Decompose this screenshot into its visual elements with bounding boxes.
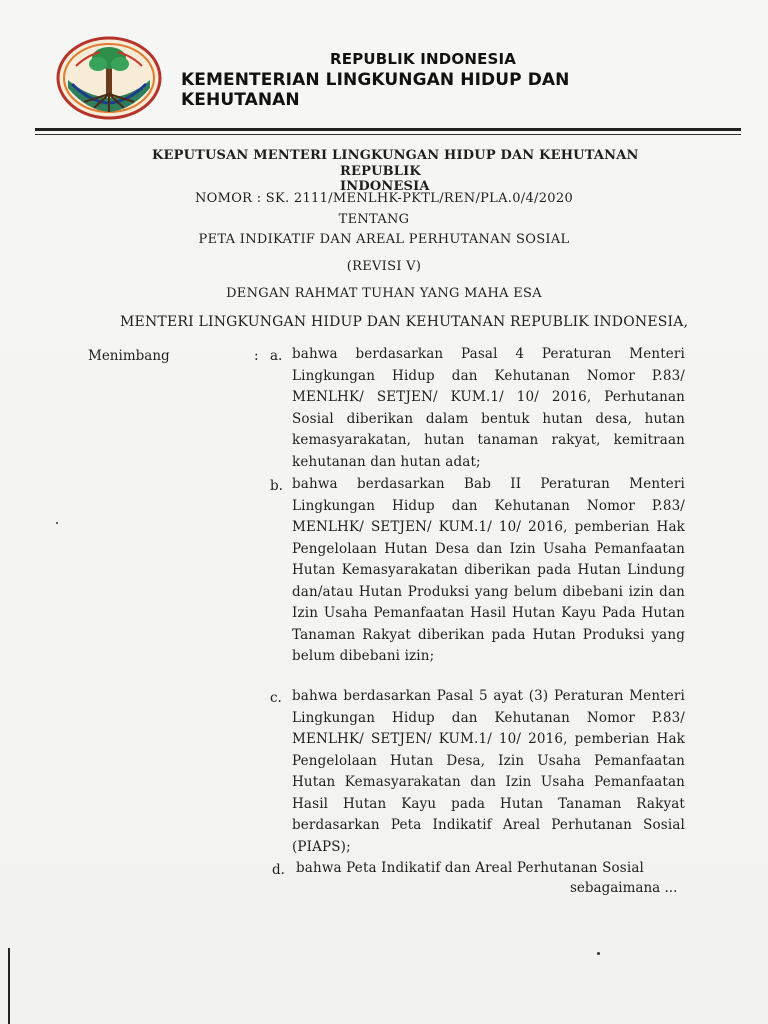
decree-authority: MENTERI LINGKUNGAN HIDUP DAN KEHUTANAN REPUBLIK INDONESIA, bbox=[120, 314, 689, 330]
consideration-letter-a: a. bbox=[270, 348, 283, 364]
decree-title-line1: KEPUTUSAN MENTERI LINGKUNGAN HIDUP DAN KEHUTANAN bbox=[152, 148, 639, 163]
consideration-letter-c: c. bbox=[270, 690, 282, 706]
decree-number: NOMOR : SK. 2111/MENLHK-PKTL/REN/PLA.0/4/2020 bbox=[194, 191, 574, 206]
decree-title-line2: REPUBLIK INDONESIA bbox=[340, 164, 430, 194]
consideration-letter-d: d. bbox=[272, 862, 285, 878]
consideration-text-d: bahwa Peta Indikatif dan Areal Perhutanan Sosial bbox=[296, 860, 644, 876]
ministry-tree-emblem-icon bbox=[56, 36, 162, 120]
consideration-letter-b: b. bbox=[270, 478, 283, 494]
page-continuation: sebagaimana ... bbox=[570, 880, 678, 896]
menimbang-label: Menimbang bbox=[88, 348, 170, 364]
decree-subject: PETA INDIKATIF DAN AREAL PERHUTANAN SOSIAL bbox=[198, 232, 570, 247]
decree-tentang: TENTANG bbox=[338, 212, 410, 227]
scan-edge-mark bbox=[8, 948, 10, 1024]
menimbang-colon: : bbox=[254, 348, 259, 364]
scan-speck bbox=[56, 522, 58, 524]
consideration-text-c: bahwa berdasarkan Pasal 5 ayat (3) Peraturan Menteri Lingkungan Hidup dan Kehutanan Nomor P.83/ MENLHK/ SETJEN/ KUM.1/ 10/ 2016, pemberian Hak Pengelolaan Hutan Desa, Izin Usaha Pemanfaatan Hutan Kemasyarakatan dan Izin Usaha Pemanfaatan Hasil Hutan Kayu pada Hutan Tanaman Rakyat berdasarkan Peta Indikatif Areal Perhutanan Sosial (PIAPS); bbox=[292, 688, 685, 855]
header-ministry: KEMENTERIAN LINGKUNGAN HIDUP DAN KEHUTANAN bbox=[181, 70, 570, 110]
decree-invocation: DENGAN RAHMAT TUHAN YANG MAHA ESA bbox=[226, 286, 542, 301]
header-divider-thin bbox=[35, 134, 741, 135]
consideration-text-b: bahwa berdasarkan Bab II Peraturan Menteri Lingkungan Hidup dan Kehutanan Nomor P.83/ MENLHK/ SETJEN/ KUM.1/ 10/ 2016, pemberian Hak Pengelolaan Hutan Desa dan Izin Usaha Pemanfaatan Hutan Kemasyarakatan diberikan pada Hutan Lindung dan/atau Hutan Produksi yang belum dibebani izin dan Izin Usaha Pemanfaatan Hasil Hutan Kayu Pada Hutan Tanaman Rakyat diberikan pada Hutan Produksi yang belum dibebani izin; bbox=[292, 476, 685, 664]
consideration-text-a: bahwa berdasarkan Pasal 4 Peraturan Menteri Lingkungan Hidup dan Kehutanan Nomor P.83/ MENLHK/ SETJEN/ KUM.1/ 10/ 2016, Perhutanan Sosial diberikan dalam bentuk hutan desa, hutan kemasyarakatan, hutan tanaman rakyat, kemitraan kehutanan dan hutan adat; bbox=[292, 346, 685, 470]
decree-revision: (REVISI V) bbox=[346, 259, 422, 274]
header-country: REPUBLIK INDONESIA bbox=[330, 50, 517, 68]
scan-speck bbox=[597, 952, 600, 955]
header-divider-thick bbox=[35, 128, 741, 131]
